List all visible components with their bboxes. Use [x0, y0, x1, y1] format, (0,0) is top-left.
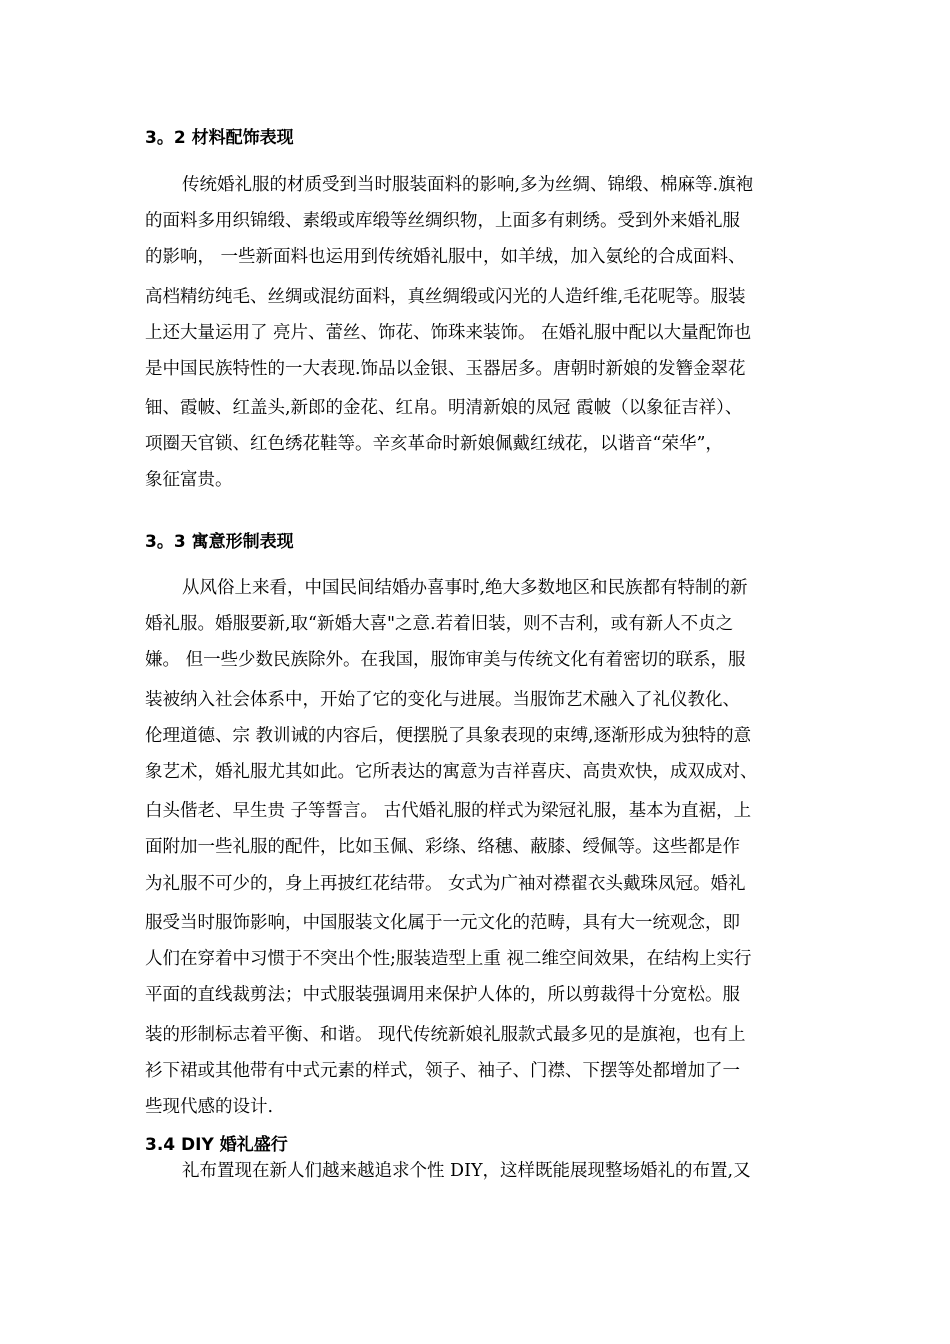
paragraph-line: 象艺术，婚礼服尤其如此。它所表达的寓意为吉祥喜庆、高贵欢快，成双成对、	[145, 762, 758, 782]
paragraph-line: 白头偕老、早生贵 子等誓言。 古代婚礼服的样式为梁冠礼服，基本为直裾，上	[145, 801, 752, 821]
paragraph-line: 装被纳入社会体系中，开始了它的变化与进展。当服饰艺术融入了礼仪教化、	[145, 690, 740, 710]
paragraph-line: 衫下裙或其他带有中式元素的样式，领子、袖子、门襟、下摆等处都增加了一	[145, 1061, 740, 1081]
paragraph-line: 人们在穿着中习惯于不突出个性;服装造型上重 视二维空间效果，在结构上实行	[145, 949, 752, 969]
paragraph-line: 高档精纺纯毛、丝绸或混纺面料，真丝绸缎或闪光的人造纤维,毛花呢等。服装	[145, 287, 746, 307]
section-heading-3-3: 3。3 寓意形制表现	[145, 532, 294, 552]
paragraph-line: 象征富贵。	[145, 470, 233, 490]
paragraph-line: 伦理道德、宗 教训诫的内容后，便摆脱了具象表现的束缚,逐渐形成为独特的意	[145, 726, 752, 746]
paragraph-line: 从风俗上来看，中国民间结婚办喜事时,绝大多数地区和民族都有特制的新	[182, 578, 748, 598]
paragraph-line: 为礼服不可少的，身上再披红花结带。 女式为广袖对襟翟衣头戴珠凤冠。婚礼	[145, 874, 746, 894]
paragraph-line: 礼布置现在新人们越来越追求个性 DIY，这样既能展现整场婚礼的布置,又	[182, 1161, 751, 1181]
paragraph-line: 的影响， 一些新面料也运用到传统婚礼服中，如羊绒，加入氨纶的合成面料、	[145, 247, 746, 267]
paragraph-line: 面附加一些礼服的配件，比如玉佩、彩绦、络穗、蔽膝、绶佩等。这些都是作	[145, 837, 740, 857]
paragraph-line: 婚礼服。婚服要新,取“新婚大喜"之意.若着旧装，则不吉利，或有新人不贞之	[145, 614, 734, 634]
paragraph-line: 项圈天官锁、红色绣花鞋等。辛亥革命时新娘佩戴红绒花，以谐音“荣华”，	[145, 434, 723, 454]
paragraph-line: 平面的直线裁剪法；中式服装强调用来保护人体的，所以剪裁得十分宽松。服	[145, 985, 740, 1005]
section-heading-3-4: 3.4 DIY 婚礼盛行	[145, 1135, 288, 1155]
paragraph-line: 钿、霞帔、红盖头,新郎的金花、红帛。明清新娘的凤冠 霞帔（以象征吉祥）、	[145, 398, 743, 418]
paragraph-line: 嫌。 但一些少数民族除外。在我国，服饰审美与传统文化有着密切的联系，服	[145, 650, 746, 670]
paragraph-line: 些现代感的设计.	[145, 1097, 274, 1117]
paragraph-line: 装的形制标志着平衡、和谐。 现代传统新娘礼服款式最多见的是旗袍，也有上	[145, 1025, 746, 1045]
section-heading-3-2: 3。2 材料配饰表现	[145, 128, 294, 148]
paragraph-line: 传统婚礼服的材质受到当时服装面料的影响,多为丝绸、锦缎、棉麻等.旗袍	[182, 175, 754, 195]
paragraph-line: 是中国民族特性的一大表现.饰品以金银、玉器居多。唐朝时新娘的发簪金翠花	[145, 359, 746, 379]
paragraph-line: 的面料多用织锦缎、素缎或库缎等丝绸织物，上面多有刺绣。受到外来婚礼服	[145, 211, 740, 231]
paragraph-line: 服受当时服饰影响，中国服装文化属于一元文化的范畴，具有大一统观念，即	[145, 913, 740, 933]
paragraph-line: 上还大量运用了 亮片、蕾丝、饰花、饰珠来装饰。 在婚礼服中配以大量配饰也	[145, 323, 752, 343]
